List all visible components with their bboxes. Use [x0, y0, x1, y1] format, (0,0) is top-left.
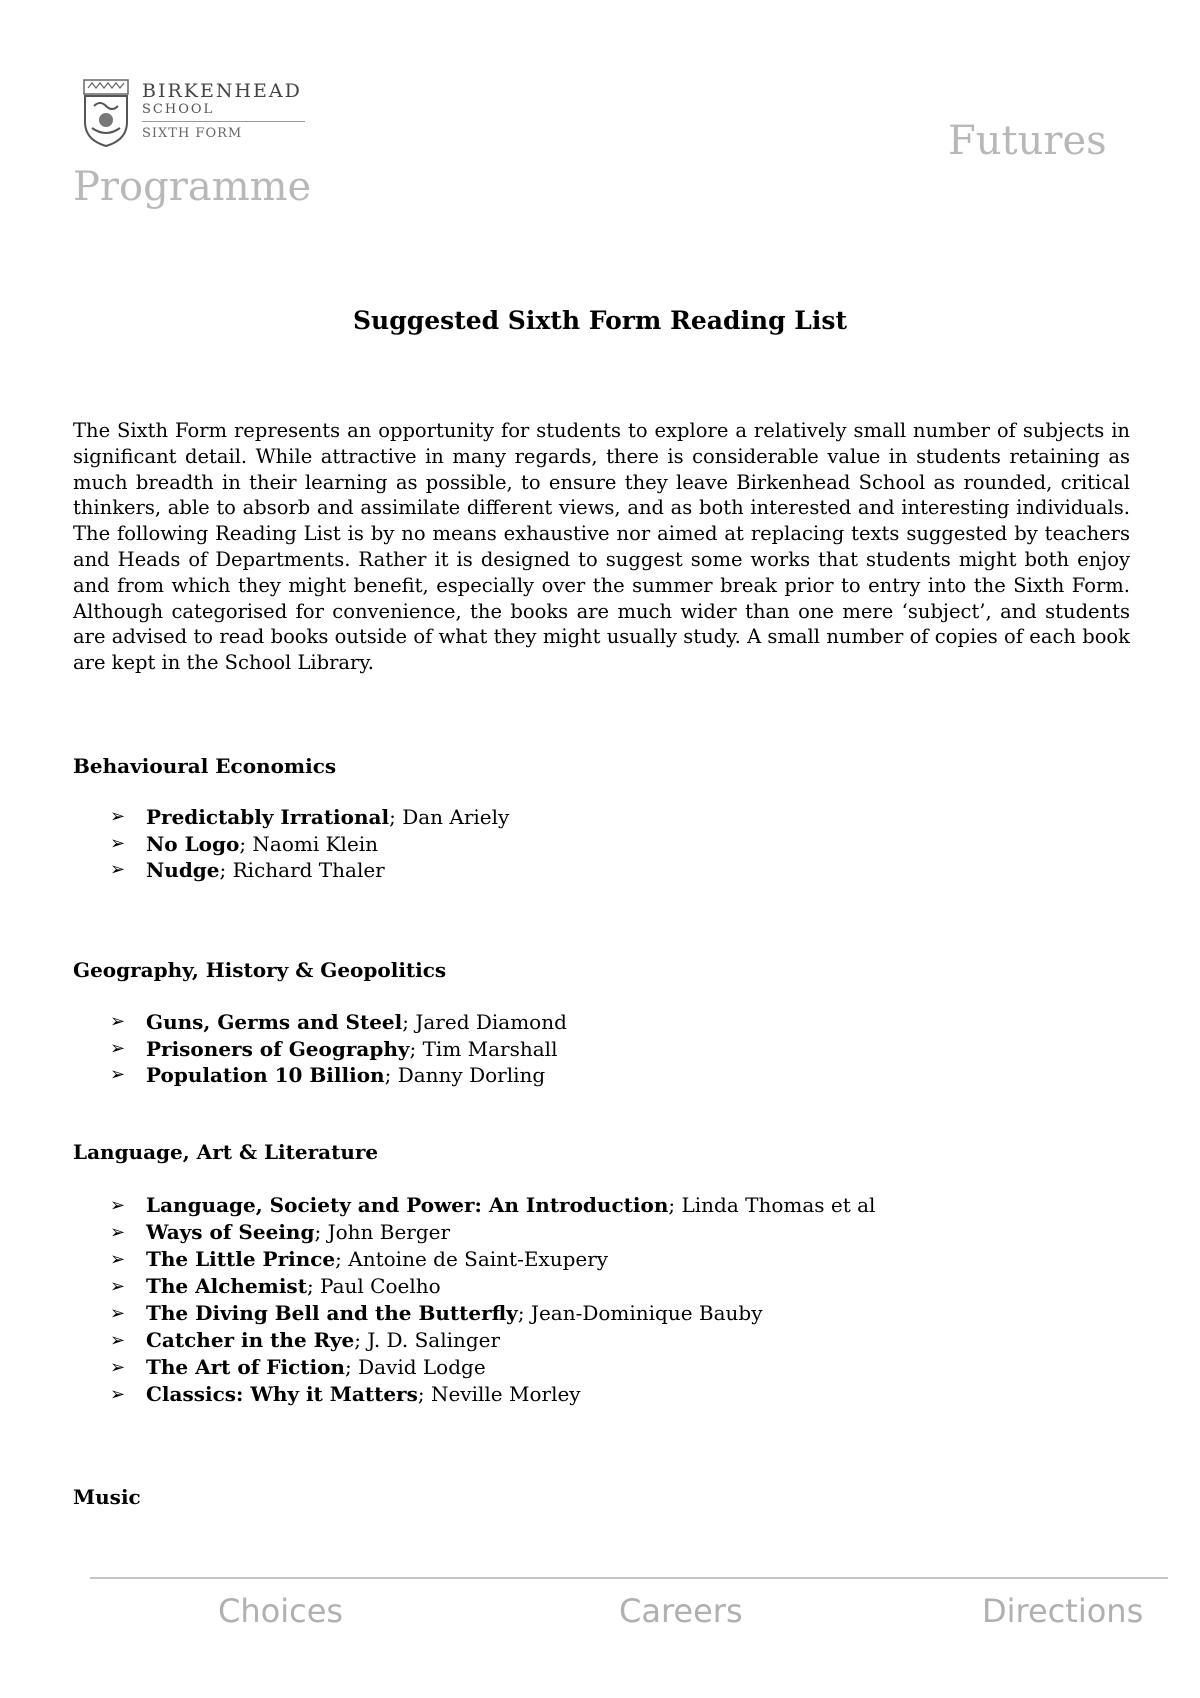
school-crest-icon — [82, 78, 130, 148]
arrow-bullet-icon: ➢ — [110, 832, 126, 854]
list-item — [110, 1192, 875, 1219]
section-heading-geography-history-geopolitics: Geography, History & Geopolitics — [73, 958, 447, 982]
book-author: Naomi Klein — [252, 831, 379, 856]
book-title: No Logo — [146, 831, 240, 856]
section-heading-music: Music — [73, 1485, 141, 1509]
book-title: Population 10 Billion — [146, 1063, 385, 1087]
book-title: Catcher in the Rye — [146, 1328, 355, 1352]
list-item — [110, 1036, 567, 1063]
logo-sixth-form: SIXTH FORM — [142, 126, 243, 141]
book-list-language-art-literature — [110, 1192, 875, 1408]
logo-name: BIRKENHEAD — [142, 80, 302, 102]
separator: ; — [389, 805, 403, 829]
arrow-bullet-icon: ➢ — [110, 1357, 126, 1378]
futures-heading: Futures — [948, 118, 1107, 164]
arrow-bullet-icon: ➢ — [110, 1276, 126, 1297]
section-heading-language-art-literature: Language, Art & Literature — [73, 1140, 379, 1164]
arrow-bullet-icon: ➢ — [110, 1064, 126, 1085]
school-logo — [82, 78, 307, 150]
book-title: The Little Prince — [146, 1247, 336, 1271]
book-author: Paul Coelho — [320, 1274, 441, 1298]
footer-choices: Choices — [218, 1592, 344, 1630]
book-author: Neville Morley — [430, 1382, 581, 1406]
footer-divider — [90, 1577, 1168, 1579]
list-item — [110, 1219, 875, 1246]
footer-directions: Directions — [982, 1592, 1144, 1630]
book-author: John Berger — [327, 1220, 451, 1244]
list-item — [110, 1381, 875, 1408]
arrow-bullet-icon: ➢ — [110, 859, 126, 880]
book-title: Prisoners of Geography — [146, 1036, 410, 1061]
book-author: Tim Marshall — [422, 1036, 558, 1061]
book-title: Language, Society and Power: An Introduction — [146, 1193, 669, 1217]
list-item — [110, 831, 509, 858]
list-item — [110, 1273, 875, 1300]
list-item — [110, 1062, 567, 1089]
separator: ; — [517, 1301, 531, 1325]
book-author: J. D. Salinger — [367, 1328, 501, 1352]
book-author: David Lodge — [358, 1355, 486, 1379]
separator: ; — [314, 1220, 328, 1244]
list-item — [110, 1300, 875, 1327]
list-item — [110, 1246, 875, 1273]
book-author: Richard Thaler — [232, 858, 385, 882]
book-author: Linda Thomas et al — [681, 1193, 876, 1217]
arrow-bullet-icon: ➢ — [110, 1222, 126, 1243]
separator: ; — [344, 1355, 359, 1379]
book-title: The Diving Bell and the Butterfly — [146, 1301, 518, 1325]
page-title: Suggested Sixth Form Reading List — [353, 306, 847, 335]
programme-heading: Programme — [73, 164, 312, 210]
section-heading-behavioural-economics: Behavioural Economics — [73, 754, 337, 778]
separator: ; — [402, 1010, 416, 1034]
separator: ; — [668, 1193, 682, 1217]
arrow-bullet-icon: ➢ — [110, 1037, 126, 1059]
book-title: Guns, Germs and Steel — [146, 1010, 403, 1034]
arrow-bullet-icon: ➢ — [110, 1195, 126, 1216]
book-title: Nudge — [146, 858, 220, 882]
book-author: Jean-Dominique Bauby — [530, 1301, 763, 1325]
list-item — [110, 857, 509, 884]
separator: ; — [239, 831, 253, 856]
footer-careers: Careers — [619, 1592, 743, 1630]
arrow-bullet-icon: ➢ — [110, 1303, 126, 1324]
book-author: Dan Ariely — [402, 805, 510, 829]
arrow-bullet-icon: ➢ — [110, 1330, 126, 1351]
book-title: The Art of Fiction — [146, 1355, 345, 1379]
book-author: Jared Diamond — [415, 1010, 567, 1034]
intro-paragraph: The Sixth Form represents an opportunity for students to explore a relatively small number of subjects in significant detail. While attractive in many regards, there is considerable value in students retaining as much breadth in their learning as possible, to ensure they leave Birkenhead School as rounded, critical thinkers, able to absorb and assimilate different views, and as both interested and interesting individuals. The following Reading List is by no means exhaustive nor aimed at replacing texts suggested by teachers and Heads of Departments. Rather it is designed to suggest some works that students might both enjoy and from which they might benefit, especially over the summer break prior to entry into the Sixth Form. Although categorised for convenience, the books are much wider than one mere ‘subject’, and students are advised to read books outside of what they might usually study. A small number of copies of each book are kept in the School Library. — [73, 419, 1130, 675]
separator: ; — [306, 1274, 321, 1298]
list-item — [110, 1009, 567, 1036]
list-item — [110, 1327, 875, 1354]
separator: ; — [409, 1036, 423, 1061]
logo-divider — [142, 121, 305, 122]
book-list-geography-history-geopolitics — [110, 1009, 567, 1089]
book-title: Classics: Why it Matters — [146, 1382, 418, 1406]
separator: ; — [417, 1382, 431, 1406]
separator: ; — [384, 1063, 398, 1087]
arrow-bullet-icon: ➢ — [110, 1011, 126, 1032]
separator: ; — [354, 1328, 368, 1352]
arrow-bullet-icon: ➢ — [110, 1384, 126, 1405]
arrow-bullet-icon: ➢ — [110, 806, 126, 827]
separator: ; — [335, 1247, 349, 1271]
separator: ; — [219, 858, 233, 882]
logo-school: SCHOOL — [142, 102, 215, 117]
arrow-bullet-icon: ➢ — [110, 1249, 126, 1270]
list-item — [110, 1354, 875, 1381]
book-title: Predictably Irrational — [146, 805, 390, 829]
book-author: Danny Dorling — [397, 1063, 546, 1087]
book-title: The Alchemist — [146, 1274, 307, 1298]
book-title: Ways of Seeing — [146, 1220, 315, 1244]
book-list-behavioural-economics — [110, 804, 509, 884]
logo-wordmark — [142, 80, 305, 142]
book-author: Antoine de Saint-Exupery — [348, 1247, 609, 1271]
list-item — [110, 804, 509, 831]
